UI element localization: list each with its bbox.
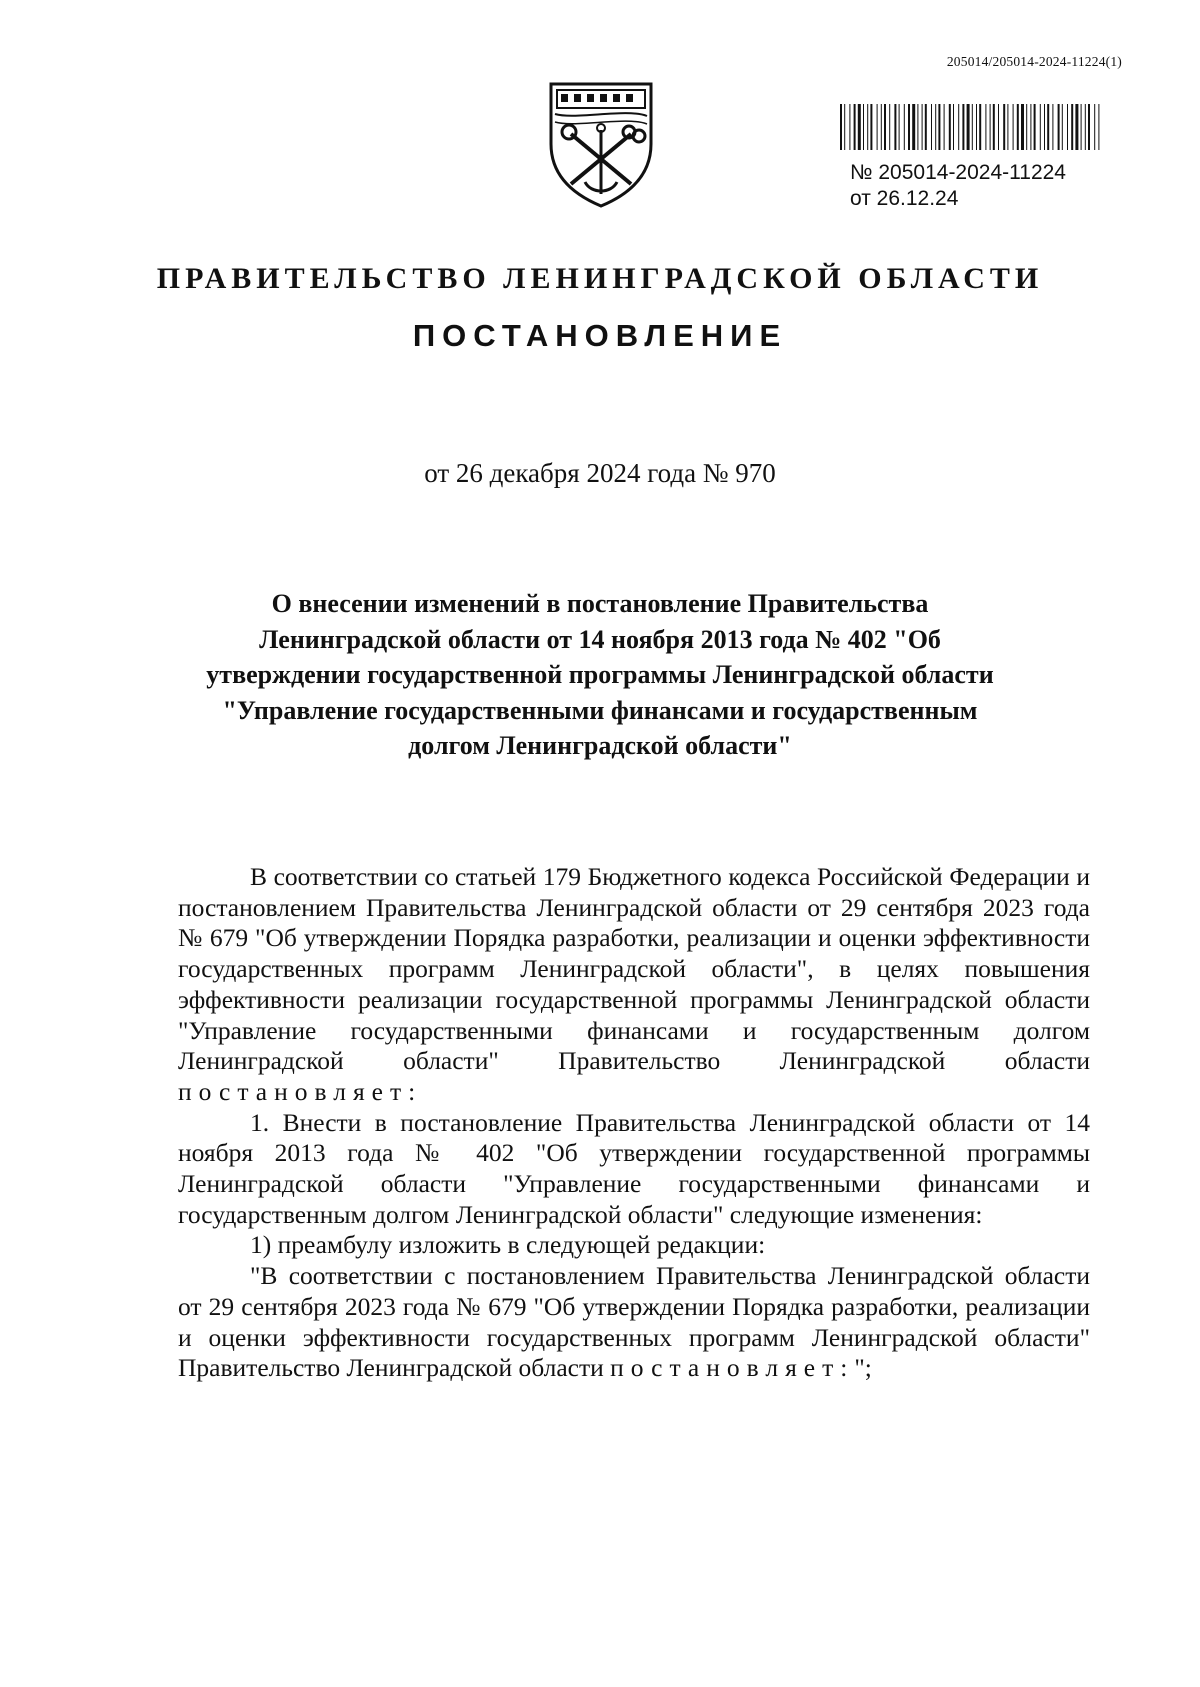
body-paragraph: 1. Внести в постановление Правительства Ленинградской области от 14 ноября 2013 года № 402 "Об утверждении государственной программы Ленинградской области "Управление государственными финансами и государственным долгом Ленинградской области" следующие изменения: [178,1107,1090,1229]
leningrad-oblast-coat-of-arms-icon [545,78,657,210]
spaced-keyword: постановляет: [610,1353,855,1383]
body-paragraph [178,862,1090,1108]
document-date-number: от 26 декабря 2024 года № 970 [424,458,776,488]
paragraph-text: "В соответствии с постановлением Правительства Ленинградской области от 29 сентября 2023 года № 679 "Об утверждении Порядка разработки, реализации и оценки эффективности государственных программ Ленинградской области" Правительство Ленинградской области [178,1261,1090,1383]
paragraph-ending: "; [854,1353,872,1383]
document-body [178,862,1090,1384]
body-paragraph [178,1261,1090,1384]
barcode-icon [838,104,1102,150]
paragraph-text: В соответствии со статьей 179 Бюджетного кодекса Российской Федерации и постановлением Правительства Ленинградской области от 29 сентября 2023 года № 679 "Об утверждении Порядка разработки, реализации и оценки эффективности государственных программ Ленинградской области", в целях повышения эффективности реализации государственной программы Ленинградской области "Управление государственными финансами и государственным долгом Ленинградской области" Правительство Ленинградской области [178,862,1090,1076]
document-type-heading: ПОСТАНОВЛЕНИЕ [412,318,788,353]
spaced-keyword: постановляет: [178,1076,423,1106]
document-subject: О внесении изменений в постановление Правительства Ленинградской области от 14 ноября 2013 года № 402 "Об утверждении государственной программы Ленинградской области "Управление государственными финансами и государственным долгом Ленинградской области" [206,589,994,760]
registration-info [850,160,1066,212]
government-title: ПРАВИТЕЛЬСТВО ЛЕНИНГРАДСКОЙ ОБЛАСТИ [156,262,1044,295]
document-reference-number: 205014/205014-2024-11224(1) [946,54,1122,69]
registration-number: № 205014-2024-11224 [850,161,1066,184]
registration-date: от 26.12.24 [850,187,959,210]
body-paragraph: 1) преамбулу изложить в следующей редакции: [250,1230,766,1260]
